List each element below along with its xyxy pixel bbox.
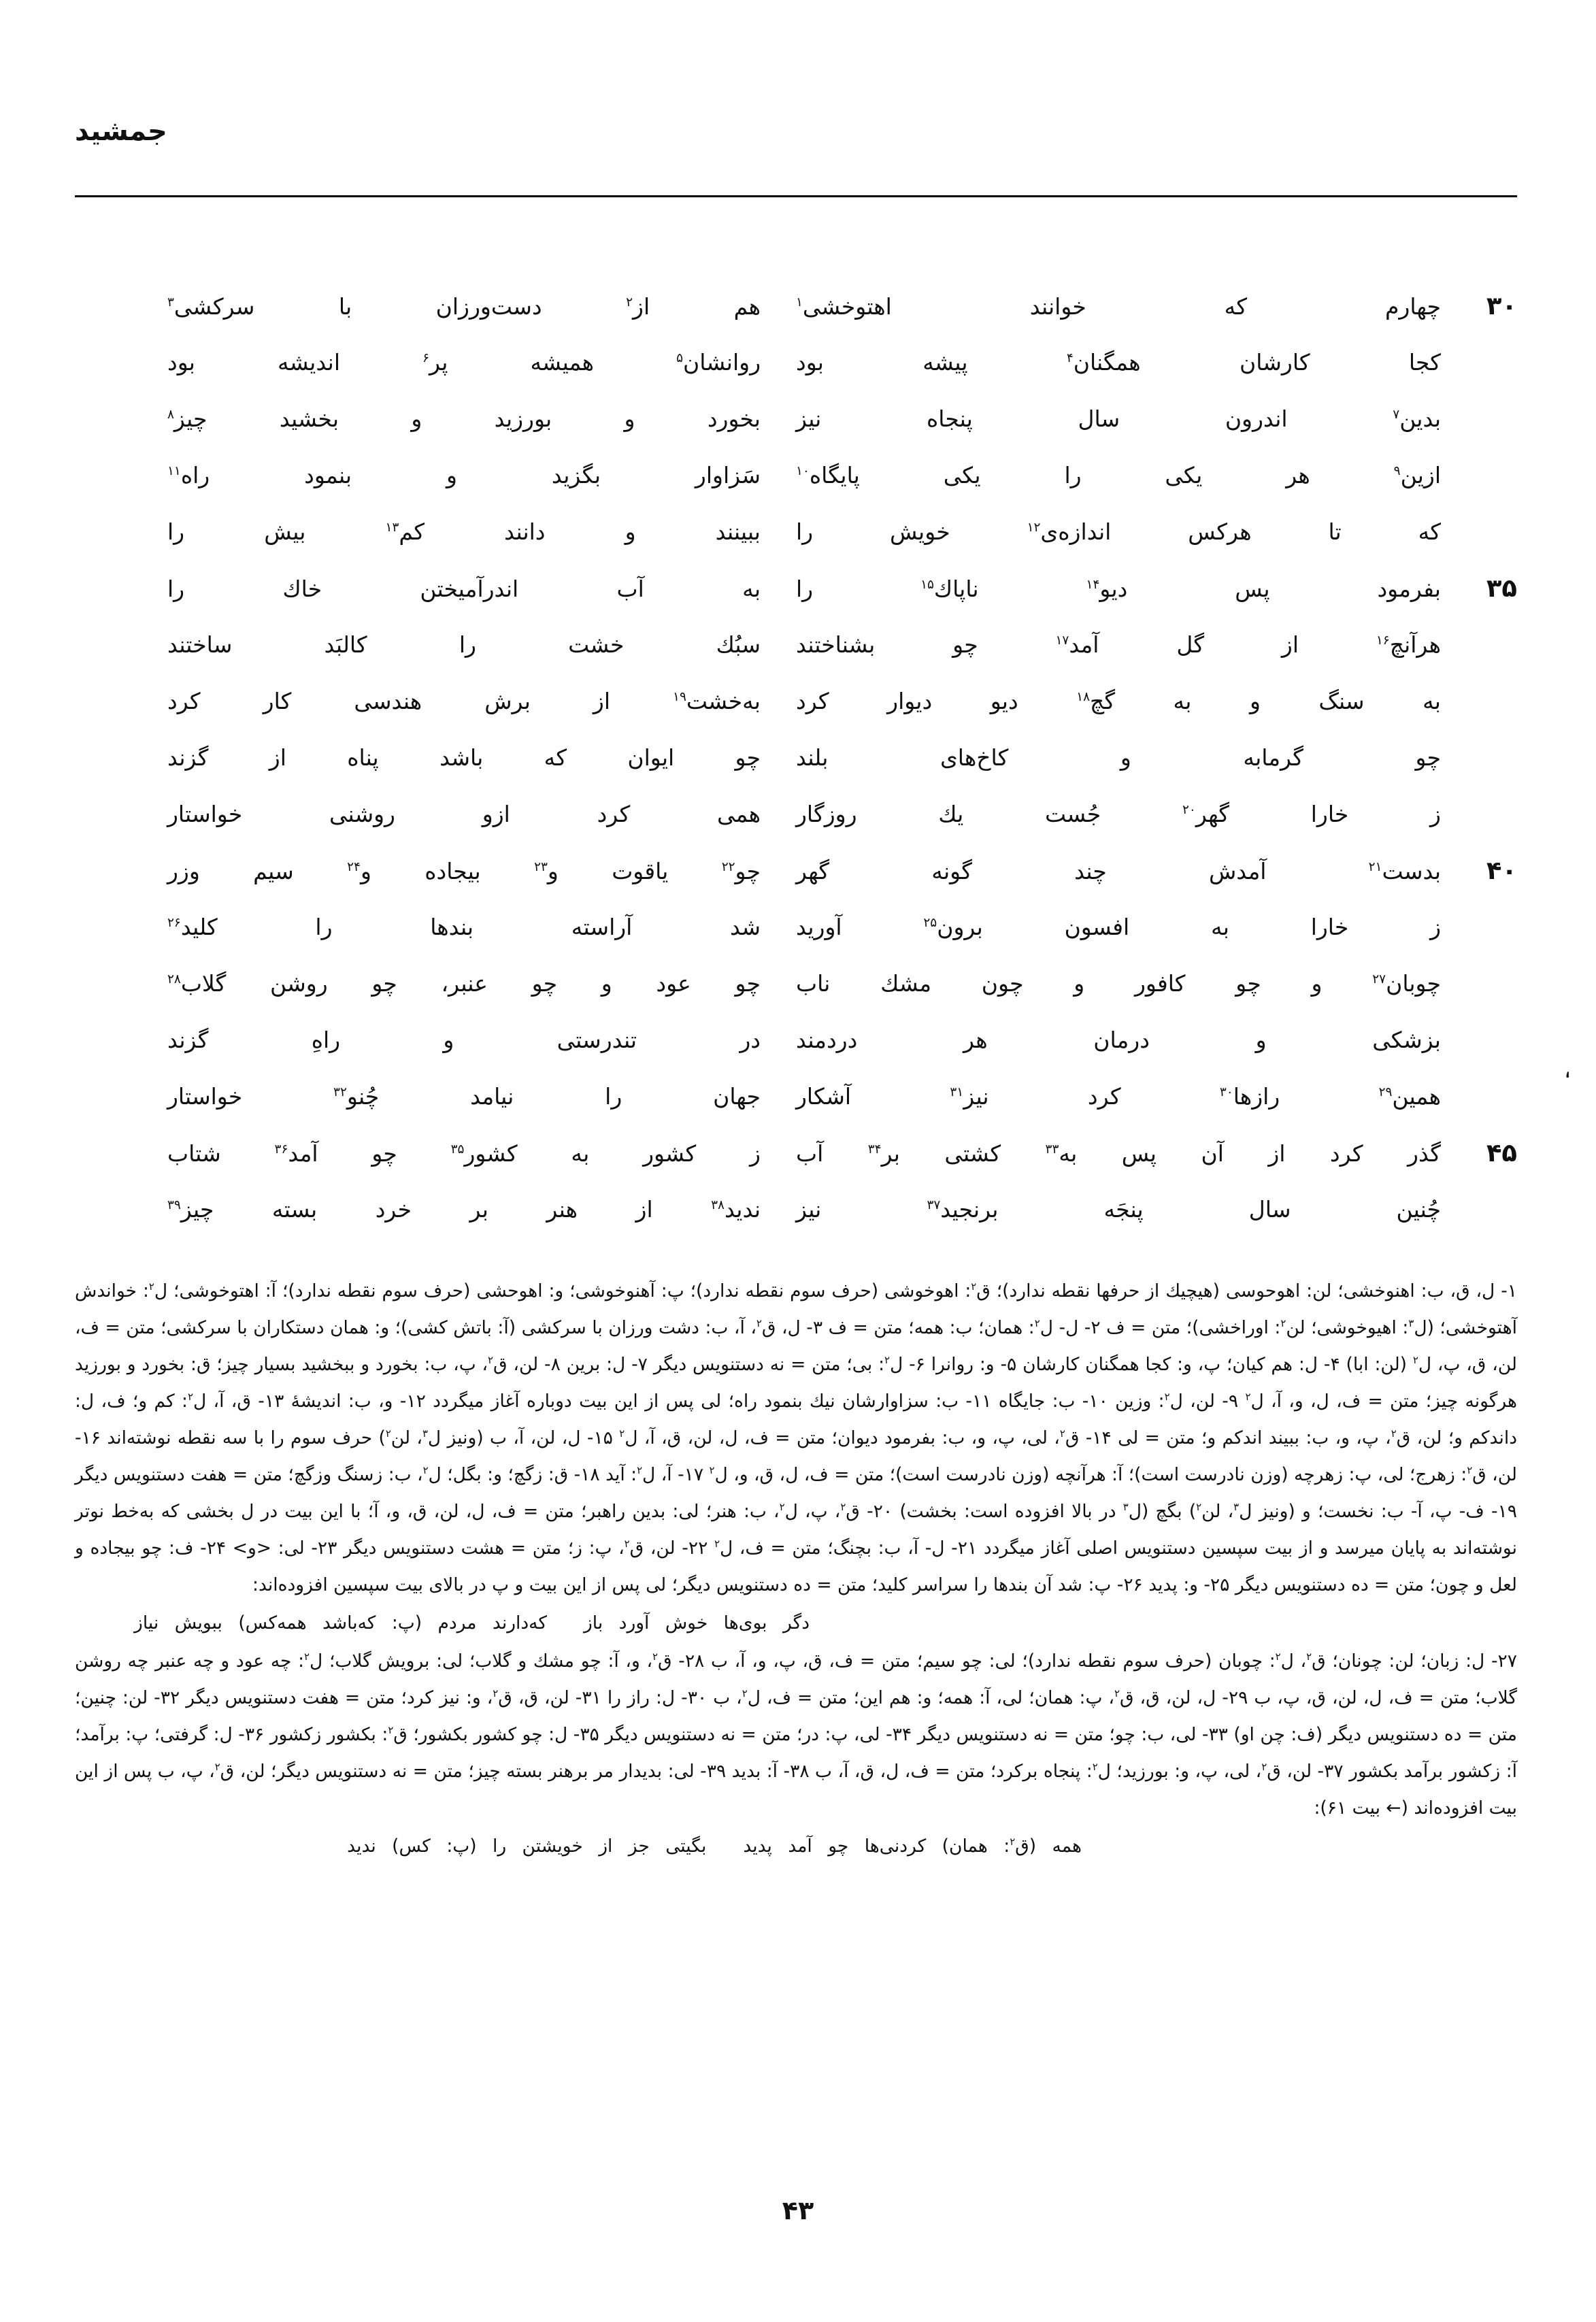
verse-row [75,1068,1517,1125]
hemistich-left: چو$^{۲۲}$ یاقوت و$^{۲۳}$ بیجاده و$^{۲۴}$ سیم وزر [167,858,761,884]
hemistich-left: به آب اندرآمیختن خاك را [167,576,761,602]
hemistich-left: ز کشور به کشور$^{۳۵}$ چو آمد$^{۳۶}$ شتاب [167,1140,761,1167]
hemistich-right: ز خارا گهر$^{۲۰}$ جُست یك روزگار [796,801,1441,827]
book-page [0,112,1596,2322]
running-head: جمشید [75,116,167,147]
verse-row [75,334,1517,391]
verse-row [75,842,1517,899]
hemistich-right: به سنگ و به گچ$^{۱۸}$ دیو دیوار کرد [796,688,1441,714]
inserted-verse-1-right: دگر بوی‌ها خوش آورد باز [583,1612,810,1633]
hemistich-right: که تا هرکس اندازه‌ی$^{۱۲}$ خویش را [796,518,1441,545]
footnotes-section [75,1273,1517,1866]
verse-row [75,899,1517,955]
hemistich-right: بفرمود پس دیو$^{۱۴}$ ناپاك$^{۱۵}$ را [796,576,1441,602]
hemistich-right: همین$^{۲۹}$ رازها$^{۳۰}$ کرد نیز$^{۳۱}$ آشکار [796,1083,1441,1110]
verse-row [75,560,1517,616]
verse-number: ۴۵ [1486,1138,1517,1167]
hemistich-right: چو گرمابه و کاخ‌های بلند [796,744,1441,771]
verse-row [75,503,1517,560]
verse-row [75,1125,1517,1181]
hemistich-left: چو عود و چو عنبر، چو روشن گلاب$^{۲۸}$ [167,970,761,997]
hemistich-right: بدین$^۷$ اندرون سال پنجاه نیز [796,405,1441,432]
page-number: ۴۳ [782,2195,814,2225]
hemistich-left: سبُك خشت را کالبَد ساختند [167,631,761,658]
hemistich-left: ندید$^{۳۸}$ از هنر بر خرد بسته چیز$^{۳۹}$ [167,1196,761,1223]
hemistich-right: بدست$^{۲۱}$ آمدش چند گونه گهر [796,858,1441,884]
hemistich-right: چهارم که خوانند اهتوخشی$^۱$ [796,293,1441,320]
hemistich-left: به‌خشت$^{۱۹}$ از برش هندسی کار کرد [167,688,761,714]
apparatus-notes-27-39: ۲۷- ل: زبان؛ لن: چونان؛ ق$^۲$، ل$^۲$: چوبان (حرف سوم نقطه ندارد)؛ لی: چو سیم؛ متن = ف، ق، پ، و، آ، ب ۲۸- ق$^۲$، و، آ: چو مشك و گلاب؛ لی: برویش گلاب؛ ل$^۲$: چه عود و چه عنبر چه روشن گلاب؛ متن = ف، ل، لن، ق، پ، ب ۲۹- ل، لن، ق، ق$^۲$، پ: همان؛ لی، آ: همه؛ و: هم این؛ متن = ف، ل$^۲$، ب ۳۰- ل: راز را ۳۱- لن، ق، ق$^۲$، و: نیز کرد؛ متن = هفت دستنویس دیگر ۳۲- لن: چنین؛ متن = ده دستنویس دیگر (ف: چن او) ۳۳- لی، ب: چو؛ متن = نه دستنویس دیگر ۳۴- لی، پ: در؛ متن = نه دستنویس دیگر ۳۵- ل: چو کشور بکشور؛ ق$^۲$: بکشور زکشور ۳۶- ل: گرفتی؛ پ: برآمد؛ آ: زکشور برآمد بکشور ۳۷- لن، ق$^۲$، لی، پ، و: بورزید؛ ل$^۲$: پنجاه برکرد؛ متن = ف، ل، ق، آ، ب ۳۸- آ: بدید ۳۹- لی: بدیدار مر برهنر بسته چیز؛ متن = نه دستنویس دیگر؛ لن، ق$^۲$، پ، ب پس از این بیت افزوده‌اند (← بیت ۶۱): [75,1651,1517,1819]
hemistich-right: گذر کرد از آن پس به$^{۳۳}$ کشتی بر$^{۳۴}$ آب [796,1140,1441,1167]
hemistich-left: چو ایوان که باشد پناه از گزند [167,744,761,771]
inserted-verse-2 [75,1827,1082,1866]
verse-row [75,1181,1517,1238]
verse-row [75,391,1517,447]
verse-number: ۳۰ [1486,291,1517,320]
hemistich-right: هرآنچ$^{۱۶}$ از گل آمد$^{۱۷}$ چو بشناختند [796,631,1441,658]
verse-row [75,616,1517,673]
hemistich-right: ازین$^۹$ هر یکی را یکی پایگاه$^{۱۰}$ [796,462,1441,488]
verse-row [75,447,1517,503]
hemistich-right: کجا کارشان همگنان$^۴$ پیشه بود [796,349,1441,376]
verse-row [75,786,1517,842]
hemistich-left: بخورد و بورزید و بخشید چیز$^۸$ [167,405,761,432]
verse-row [75,278,1517,334]
verse-row [75,955,1517,1012]
ink-mark: ، [1559,1056,1574,1084]
apparatus-notes-1-26: ۱- ل، ق، ب: اهنوخشی؛ لن: اهوحوسی (هیچیك از حرفها نقطه ندارد)؛ ق$^۲$: اهوخوشی (حرف سوم نقطه ندارد)؛ پ: آهنوخوشی؛ و: اهوحشی (حرف سوم نقطه ندارد)؛ آ: اهتوخوشی؛ ل$^۲$: خواندش آهتوخشی؛ (ل$^۳$: اهیوخوشی؛ لن$^۲$: اوراخشی)؛ متن = ف ۲- ل- ل$^۲$: همان؛ ب: همه؛ متن = ف ۳- ل، ق$^۲$، آ، ب: دشت ورزان با سرکشی (آ: باتش کشی)؛ و: همان دستکاران با سرکشی؛ متن = ف، لن، ق، پ، ل$^۲$ (لن: ابا) ۴- ل: هم کیان؛ پ، و: کجا همگنان کارشان ۵- و: روانرا ۶- ل$^۲$: بی؛ متن = نه دستنویس دیگر ۷- ل: برین ۸- لن، ق$^۲$، پ، ب: بخورد و ببخشید بسیار چیز؛ ق: بخورد و بورزید هرگونه چیز؛ متن = ف، ل، و، آ، ل$^۲$ ۹- لن، ل$^۲$: وزین ۱۰- ب: جایگاه ۱۱- ب: سزاوارشان نیك بنمود راه؛ لی پس از این بیت دوباره آغاز میگردد ۱۲- و، ب: اندیشهٔ ۱۳- ق، آ، ل$^۲$: کم و؛ ف، ل: داندکم و؛ لن، ق$^۲$، پ، و، ب: ببیند اندکم و؛ متن = لی ۱۴- ق$^۲$، لی، پ، و، ب: بفرمود دیوان؛ متن = ف، ل، لن، ق، آ، ل$^۲$ ۱۵- ل، لن، آ، ب (ونیز ل$^۳$، لن$^۲$) حرف سوم را با سه نقطه نوشته‌اند ۱۶- لن، ق$^۲$: زهرج؛ لی، پ: زهرچه (وزن نادرست است)؛ آ: هرآنچه (وزن نادرست است)؛ متن = ف، ل، ق، و، ل$^۲$ ۱۷- آ، ل$^۲$: آید ۱۸- ق: زگچ؛ و: بگل؛ ل$^۲$، ب: زسنگ وزگچ؛ متن = هفت دستنویس دیگر ۱۹- ف- پ، آ- ب: نخست؛ و (ونیز ل$^۳$، لن$^۲$) بگچ (ل$^۳$ در بالا افزوده است: بخشت) ۲۰- ق$^۲$، پ، ل$^۲$، ب: هنر؛ لی: بدین راهبر؛ متن = ف، ل، لن، ق، و، آ؛ با این بیت در ل بخشی که به‌خط نوتر نوشته‌اند به پایان میرسد و از بیت سپسین دستنویس اصلی آغاز میگردد ۲۱- ل- آ، ب: بچنگ؛ متن = ف، ل$^۲$ ۲۲- لن، ق$^۲$، پ: ز؛ متن = هشت دستنویس دیگر ۲۳- لی: <و> ۲۴- ف: چو بیجاده و لعل و چون؛ متن = ده دستنویس دیگر ۲۵- و: پدید ۲۶- پ: شد آن بندها را سراسر کلید؛ متن = ده دستنویس دیگر؛ لی پس از این بیت و پ در بالای بیت سپسین افزوده‌اند: [75,1280,1518,1595]
verse-number: ۴۰ [1486,856,1517,885]
hemistich-right: بزشکی و درمان هر دردمند [796,1027,1441,1053]
verse-number: ۳۵ [1486,574,1517,603]
inserted-verse-1-left: که‌دارند مردم (پ: که‌باشد همه‌کس) ببویش نیاز [134,1612,547,1633]
inserted-verse-2-right: همه (ق$^۲$: همان) کردنی‌ها چو آمد پدید [743,1836,1082,1857]
page-content [0,112,1596,1866]
hemistich-right: ز خارا به افسون برون$^{۲۵}$ آورید [796,914,1441,940]
verse-row [75,673,1517,729]
inserted-verse-2-left: بگیتی جز از خویشتن را (پ: کس) ندید [347,1836,707,1857]
verse-row [75,729,1517,786]
hemistich-right: چُنین سال پنجَه برنجید$^{۳۷}$ نیز [796,1196,1441,1223]
hemistich-left: روانشان$^۵$ همیشه پر$^۶$ اندیشه بود [167,349,761,376]
hemistich-left: شد آراسته بندها را کلید$^{۲۶}$ [167,914,761,940]
poem-section [75,278,1517,1238]
inserted-verse-1 [75,1604,810,1643]
hemistich-left: همی کرد ازو روشنی خواستار [167,801,761,827]
hemistich-left: ببینند و دانند کم$^{۱۳}$ بیش را [167,518,761,545]
hemistich-left: هم از$^۲$ دست‌ورزان با سرکشی$^۳$ [167,293,761,320]
hemistich-left: سَزاوار بگزید و بنمود راه$^{۱۱}$ [167,462,761,488]
hemistich-left: در تندرستی و راهِ گزند [167,1027,761,1053]
header-rule [75,195,1517,197]
hemistich-right: چوبان$^{۲۷}$ و چو کافور و چون مشك ناب [796,970,1441,997]
hemistich-left: جهان را نیامد چُنو$^{۳۲}$ خواستار [167,1083,761,1110]
verse-row [75,1012,1517,1068]
